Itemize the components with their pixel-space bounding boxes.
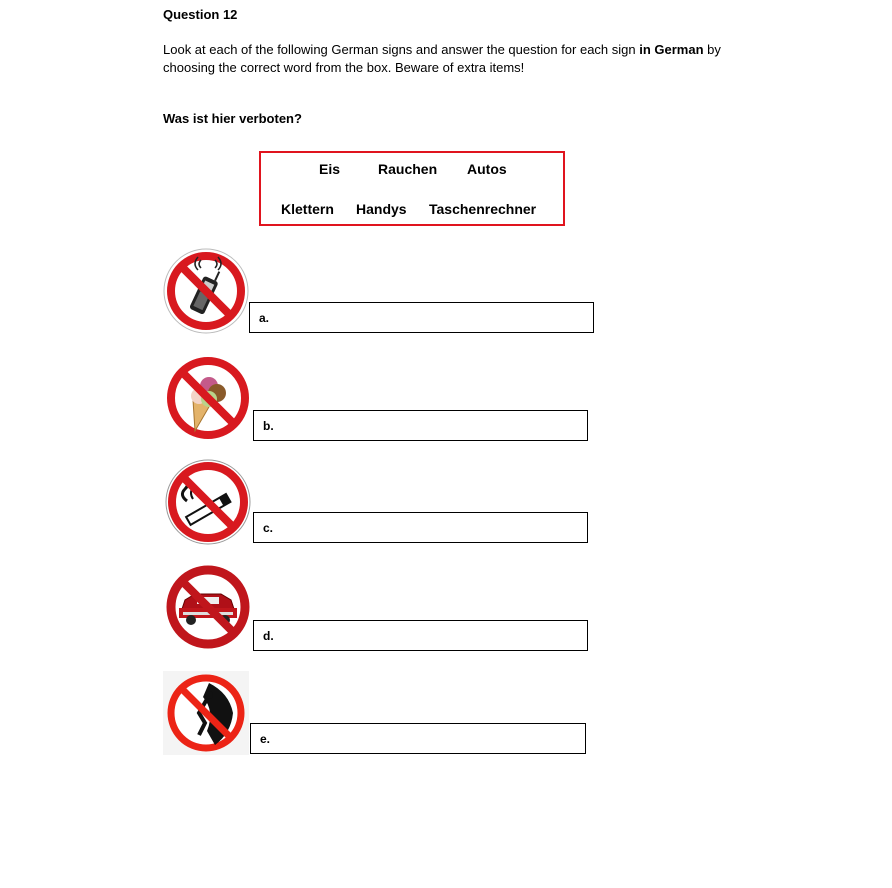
answer-label-c: c.: [263, 521, 274, 535]
instructions-part2: by choosing the correct word from the box. Beware of extra items!: [163, 42, 721, 75]
subquestion-heading: Was ist hier verboten?: [163, 111, 302, 126]
question-title: Question 12: [163, 7, 238, 22]
answer-box-c[interactable]: [253, 512, 588, 543]
answer-label-e: e.: [260, 732, 271, 746]
answer-label-d: d.: [263, 629, 274, 643]
word-rauchen: Rauchen: [378, 161, 438, 177]
instructions-text: [163, 41, 733, 77]
instructions-part1: Look at each of the following German signs and answer the question for each sign: [163, 42, 640, 57]
word-handys: Handys: [356, 201, 407, 217]
word-taschenrechner: Taschenrechner: [429, 201, 537, 217]
answer-label-b: b.: [263, 419, 274, 433]
answer-box-d[interactable]: [253, 620, 588, 651]
no-climbing-sign-icon: [163, 671, 249, 755]
word-klettern: Klettern: [281, 201, 334, 217]
answer-box-a[interactable]: [249, 302, 594, 333]
word-eis: Eis: [319, 161, 341, 177]
word-autos: Autos: [467, 161, 507, 177]
answer-box-e[interactable]: [250, 723, 586, 754]
instructions-bold: in German: [639, 42, 704, 57]
word-box: [259, 151, 565, 226]
no-ice-cream-sign-icon: [163, 353, 253, 443]
answer-label-a: a.: [259, 311, 270, 325]
answer-box-b[interactable]: [253, 410, 588, 441]
no-cars-sign-icon: [163, 562, 253, 652]
no-smoking-sign-icon: [163, 459, 253, 545]
no-mobile-phones-sign-icon: [163, 248, 249, 334]
